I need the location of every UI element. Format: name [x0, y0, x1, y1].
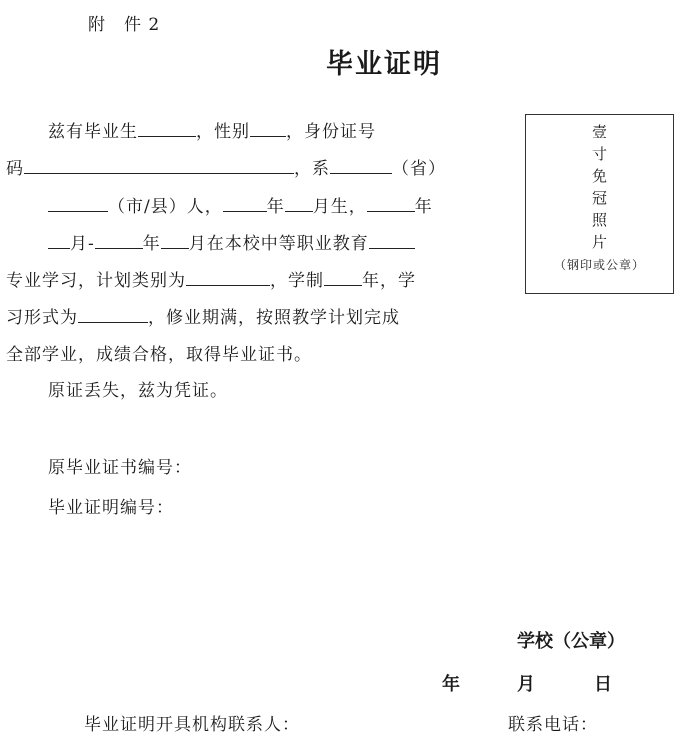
paragraph-line-3 — [48, 192, 433, 217]
end-year-blank[interactable] — [95, 231, 143, 249]
photo-char: 片 — [591, 233, 607, 251]
end-month-blank[interactable] — [161, 231, 189, 249]
duration-blank[interactable] — [324, 268, 362, 286]
proof-number-label: 毕业证明编号： — [48, 498, 174, 518]
photo-char: 寸 — [591, 145, 607, 163]
graduate-name-blank[interactable] — [138, 119, 196, 137]
school-seal-label: 学校（公章） — [517, 631, 625, 652]
paragraph-line-8: 原证丢失，兹为凭证。 — [48, 381, 228, 401]
text: 码 — [6, 159, 24, 179]
text: 年，学 — [362, 271, 416, 291]
text: （省） — [392, 159, 446, 179]
text: 年 — [142, 234, 161, 254]
contact-phone-label: 联系电话： — [508, 715, 598, 735]
contact-person-label: 毕业证明开具机构联系人： — [84, 715, 300, 735]
attachment-label: 附 件 2 — [88, 15, 161, 35]
text: 兹有毕业生 — [48, 122, 138, 142]
photo-char: 免 — [591, 167, 607, 185]
text: 习形式为 — [6, 308, 78, 328]
original-cert-number-label: 原毕业证书编号： — [48, 458, 192, 478]
text: 月生， — [312, 197, 367, 217]
photo-char: 壹 — [591, 123, 607, 141]
major-blank[interactable] — [369, 231, 415, 249]
city-county-blank[interactable] — [48, 194, 108, 212]
photo-note: （钢印或公章） — [553, 258, 645, 272]
date-day-label: 日 — [594, 674, 612, 695]
id-number-blank[interactable] — [24, 156, 294, 174]
text: 月在本校中等职业教育 — [188, 234, 369, 254]
start-year-blank[interactable] — [367, 194, 415, 212]
paragraph-line-2 — [6, 154, 446, 179]
text: ，学制 — [270, 271, 324, 291]
start-month-blank[interactable] — [48, 231, 70, 249]
birth-month-blank[interactable] — [285, 194, 313, 212]
text: 专业学习，计划类别为 — [6, 271, 186, 291]
document-title: 毕业证明 — [326, 49, 442, 80]
text: ，系 — [294, 159, 330, 179]
photo-box — [525, 114, 674, 294]
paragraph-line-6 — [6, 303, 400, 328]
photo-char: 冠 — [591, 189, 607, 207]
paragraph-line-5 — [6, 266, 416, 291]
paragraph-line-7: 全部学业，成绩合格，取得毕业证书。 — [6, 345, 312, 365]
text: ，身份证号 — [286, 122, 376, 142]
text: ，修业期满，按照教学计划完成 — [148, 308, 400, 328]
text: ，性别 — [196, 122, 250, 142]
birth-year-blank[interactable] — [223, 194, 267, 212]
text: 月- — [70, 234, 95, 254]
gender-blank[interactable] — [250, 119, 286, 137]
text: 年 — [414, 197, 433, 217]
text: 年 — [266, 197, 285, 217]
date-month-label: 月 — [517, 674, 535, 695]
paragraph-line-1 — [48, 117, 376, 142]
paragraph-line-4 — [48, 229, 415, 254]
date-year-label: 年 — [442, 674, 460, 695]
text: （市/县）人， — [108, 197, 223, 217]
province-blank[interactable] — [330, 156, 392, 174]
photo-char: 照 — [591, 211, 607, 229]
plan-category-blank[interactable] — [186, 268, 270, 286]
study-form-blank[interactable] — [78, 305, 148, 323]
